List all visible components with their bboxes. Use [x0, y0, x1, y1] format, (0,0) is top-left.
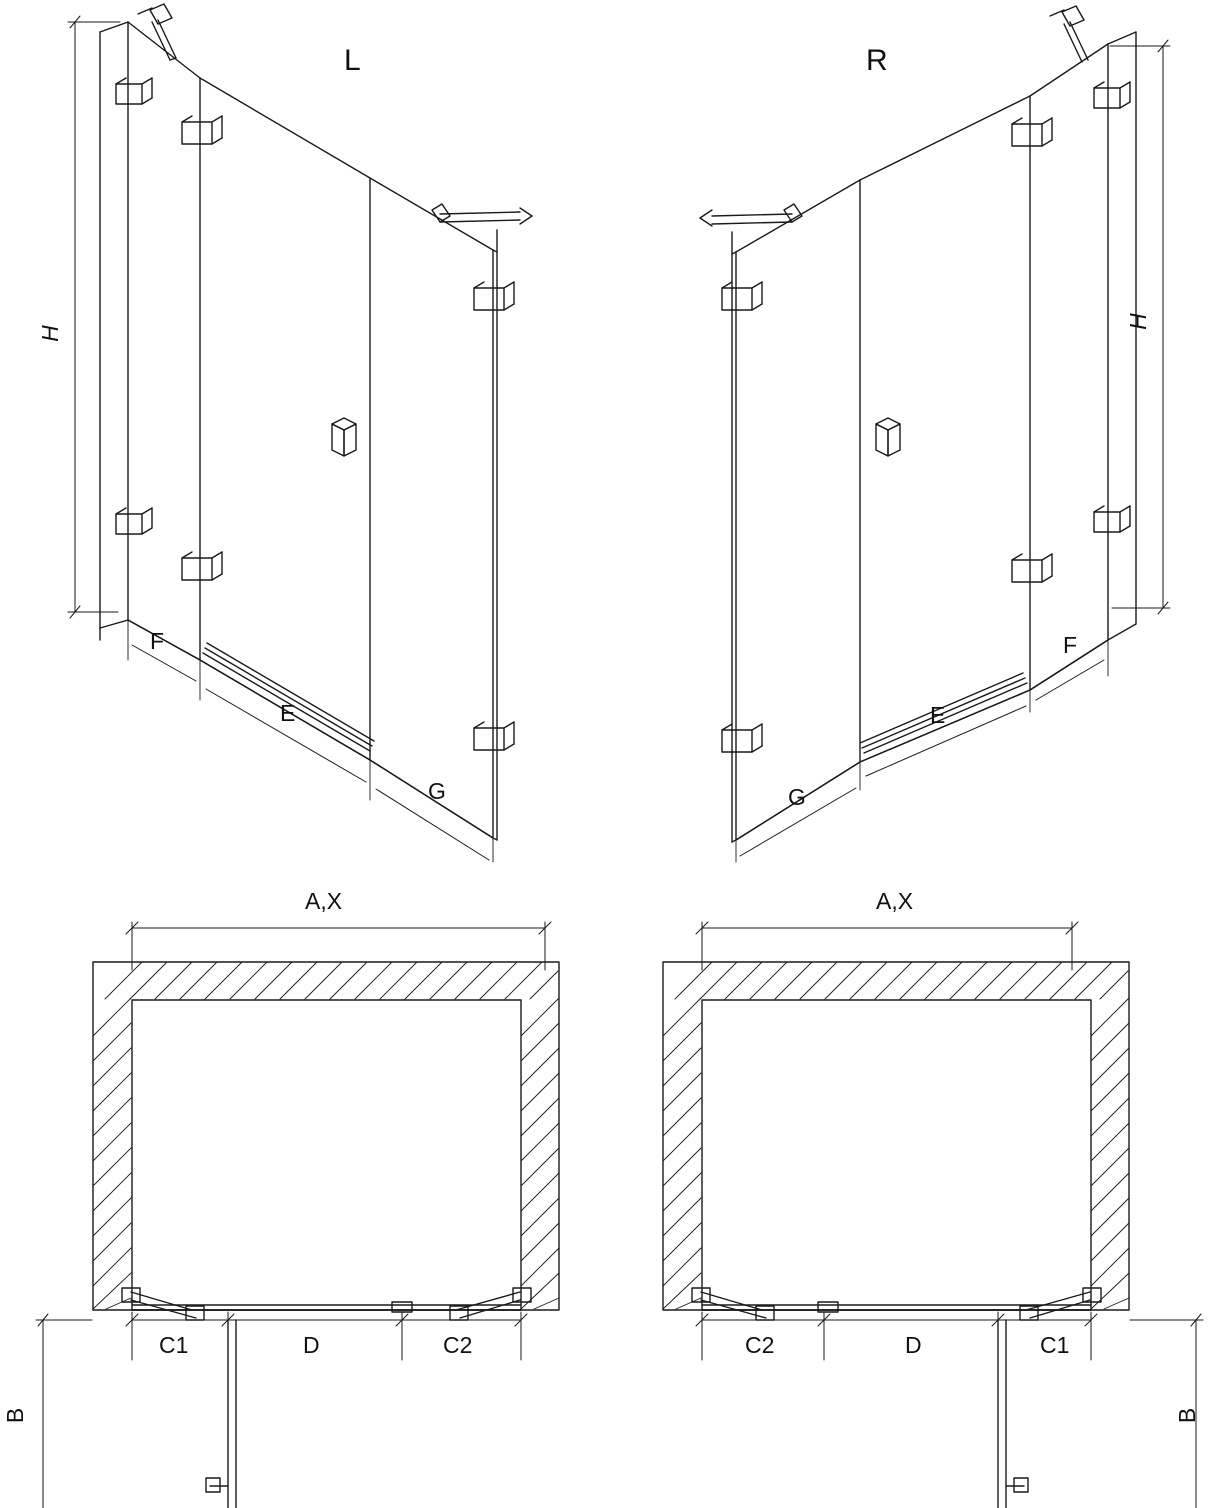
dim-C2-left-plan: C2 [443, 1332, 473, 1358]
dim-segment-E-left: E [280, 700, 296, 726]
dim-segment-G-left: G [428, 778, 446, 804]
dim-height-left: H [36, 325, 63, 342]
dim-height-right: H [1124, 313, 1151, 330]
dim-width-right-plan: A,X [876, 888, 914, 914]
dim-depth-right-plan: B [1174, 1407, 1201, 1424]
left-plan-view [36, 922, 559, 1508]
dim-segment-F-left: F [150, 628, 165, 654]
dim-D-right-plan: D [905, 1332, 922, 1358]
dim-C2-right-plan: C2 [745, 1332, 775, 1358]
variant-label-right: R [866, 44, 888, 77]
dim-C1-left-plan: C1 [159, 1332, 189, 1358]
dim-depth-left-plan: B [2, 1407, 29, 1424]
dim-width-left-plan: A,X [305, 888, 343, 914]
dim-C1-right-plan: C1 [1040, 1332, 1070, 1358]
left-elevation-view [68, 4, 532, 862]
dim-D-left-plan: D [303, 1332, 320, 1358]
right-plan-view [663, 922, 1203, 1508]
right-elevation-view [700, 6, 1170, 862]
dim-segment-F-right: F [1063, 632, 1078, 658]
dim-segment-G-right: G [788, 784, 806, 810]
variant-label-left: L [344, 44, 361, 77]
dim-segment-E-right: E [930, 702, 946, 728]
